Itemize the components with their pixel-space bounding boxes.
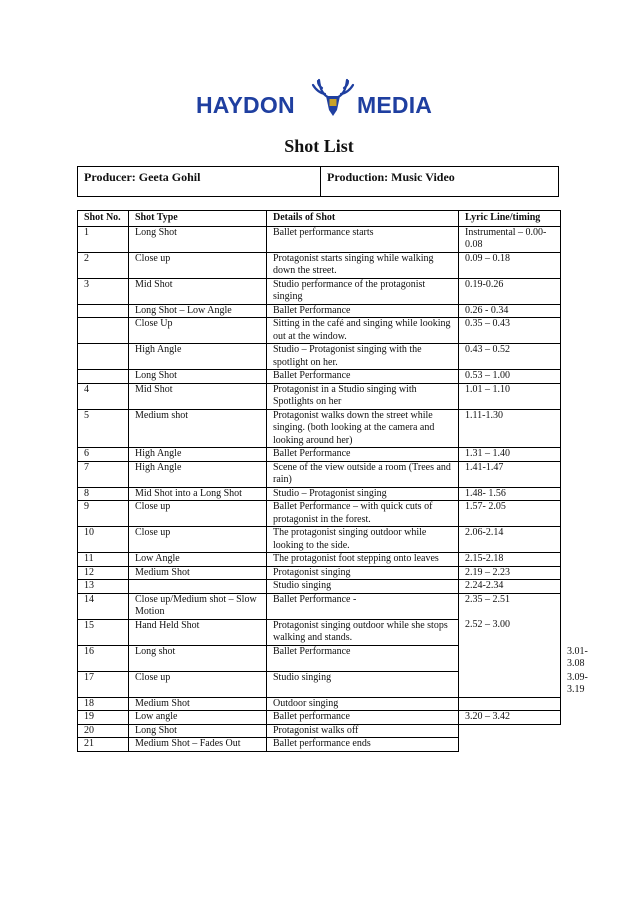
shot-number-cell: 14: [78, 593, 129, 619]
shot-details-cell: Protagonist walks off: [267, 724, 459, 738]
table-row: [78, 318, 561, 344]
shot-details-cell: Protagonist walks down the street while singing. (both looking at the camera and looking around her): [267, 409, 459, 448]
shot-type-cell: Close Up: [129, 318, 267, 344]
shot-details-cell: Studio – Protagonist singing: [267, 487, 459, 501]
shot-number-cell: 21: [78, 738, 129, 752]
shot-details-cell: Protagonist singing: [267, 566, 459, 580]
shot-type-cell: Mid Shot: [129, 383, 267, 409]
lyric-timing-cell: 0.53 – 1.00: [459, 370, 561, 384]
company-logo: [0, 76, 638, 128]
shot-details-cell: Ballet Performance: [267, 448, 459, 462]
lyric-timing-cell: 1.11-1.30: [459, 409, 561, 448]
shot-type-cell: Long Shot: [129, 724, 267, 738]
shot-number-cell: 3: [78, 278, 129, 304]
page-title: Shot List: [284, 136, 354, 156]
shot-number-cell: 17: [78, 671, 129, 697]
shot-type-cell: Close up: [129, 671, 267, 697]
shot-type-cell: Long shot: [129, 645, 267, 671]
table-row: [78, 487, 561, 501]
shot-details-cell: Ballet Performance: [267, 645, 459, 671]
table-row: [78, 566, 561, 580]
shot-details-cell: Ballet Performance: [267, 304, 459, 318]
shot-details-cell: Protagonist singing outdoor while she stops walking and stands.: [267, 619, 459, 645]
shot-type-cell: Hand Held Shot: [129, 619, 267, 645]
shot-type-cell: [129, 580, 267, 594]
shot-details-cell: Studio singing: [267, 580, 459, 594]
table-row: [78, 304, 561, 318]
logo-word-right: MEDIA: [357, 92, 433, 118]
logo-word-left: HAYDON: [196, 92, 295, 118]
table-row: [78, 448, 561, 462]
table-row: [78, 593, 561, 619]
shot-details-cell: Studio singing: [267, 671, 459, 697]
shot-type-cell: Medium Shot: [129, 697, 267, 711]
shot-number-cell: 18: [78, 697, 129, 711]
table-row: [78, 370, 561, 384]
lyric-timing-cell: 2.35 – 2.51: [459, 593, 561, 619]
shot-number-cell: 5: [78, 409, 129, 448]
shot-type-cell: Low Angle: [129, 553, 267, 567]
shot-number-cell: 20: [78, 724, 129, 738]
shot-type-cell: Close up: [129, 501, 267, 527]
shot-details-cell: Ballet Performance -: [267, 593, 459, 619]
table-row: 17 Close up Studio singing 3.09-3.19: [78, 671, 561, 697]
lyric-timing-cell: Instrumental – 0.00-0.08: [459, 226, 561, 252]
table-row: [78, 278, 561, 304]
shot-details-cell: Sitting in the café and singing while looking out at the window.: [267, 318, 459, 344]
shot-type-cell: Long Shot: [129, 370, 267, 384]
shot-number-cell: [78, 370, 129, 384]
shot-type-cell: Long Shot – Low Angle: [129, 304, 267, 318]
lyric-timing-cell: [459, 697, 561, 711]
lyric-timing-cell: 0.35 – 0.43: [459, 318, 561, 344]
table-row: [78, 711, 561, 725]
shot-number-cell: 8: [78, 487, 129, 501]
table-row: [78, 226, 561, 252]
production-field: Production: Music Video: [327, 170, 455, 184]
shot-number-cell: 11: [78, 553, 129, 567]
shot-details-cell: Protagonist in a Studio singing with Spotlights on her: [267, 383, 459, 409]
producer-field: Producer: Geeta Gohil: [78, 167, 321, 196]
shot-details-cell: Studio – Protagonist singing with the spotlight on her.: [267, 344, 459, 370]
shot-details-cell: Ballet performance: [267, 711, 459, 725]
shot-type-cell: Mid Shot into a Long Shot: [129, 487, 267, 501]
lyric-timing-cell: 2.06-2.14: [459, 527, 561, 553]
lyric-timing-cell: 3.20 – 3.42: [459, 711, 561, 725]
shot-number-cell: 6: [78, 448, 129, 462]
shot-type-cell: Close up: [129, 252, 267, 278]
header-shot-type: Shot Type: [129, 211, 267, 227]
shot-type-cell: Medium shot: [129, 409, 267, 448]
lyric-timing-cell: 1.31 – 1.40: [459, 448, 561, 462]
shot-number-cell: 15: [78, 619, 129, 645]
shot-details-cell: Ballet Performance – with quick cuts of protagonist in the forest.: [267, 501, 459, 527]
shot-number-cell: 10: [78, 527, 129, 553]
table-row: 16 Long shot Ballet Performance 3.01-3.08: [78, 645, 561, 671]
table-row: [78, 461, 561, 487]
shot-number-cell: 4: [78, 383, 129, 409]
table-row: [78, 527, 561, 553]
shot-details-cell: Outdoor singing: [267, 697, 459, 711]
table-row: [78, 738, 561, 752]
shot-type-cell: Low angle: [129, 711, 267, 725]
lyric-timing-cell: 0.26 - 0.34: [459, 304, 561, 318]
shot-type-cell: Mid Shot: [129, 278, 267, 304]
shot-type-cell: High Angle: [129, 448, 267, 462]
production-info-box: [77, 166, 559, 197]
shot-details-cell: Ballet Performance: [267, 370, 459, 384]
table-row: [78, 697, 561, 711]
shot-type-cell: Close up: [129, 527, 267, 553]
shot-details-cell: The protagonist singing outdoor while looking to the side.: [267, 527, 459, 553]
shot-number-cell: [78, 318, 129, 344]
shot-number-cell: 1: [78, 226, 129, 252]
shot-list-table: [77, 210, 588, 752]
shot-details-cell: Studio performance of the protagonist singing: [267, 278, 459, 304]
shot-type-cell: High Angle: [129, 461, 267, 487]
shot-number-cell: 7: [78, 461, 129, 487]
shot-type-cell: Close up/Medium shot – Slow Motion: [129, 593, 267, 619]
table-row: [78, 344, 561, 370]
lyric-timing-cell: 1.01 – 1.10: [459, 383, 561, 409]
table-row: [78, 580, 561, 594]
lyric-timing-cell: 2.15-2.18: [459, 553, 561, 567]
table-header-row: [78, 211, 561, 227]
header-timing: Lyric Line/timing: [459, 211, 561, 227]
shot-details-cell: The protagonist foot stepping onto leaves: [267, 553, 459, 567]
header-details: Details of Shot: [267, 211, 459, 227]
lyric-timing-cell: 2.52 – 3.00: [459, 619, 561, 697]
shot-number-cell: 12: [78, 566, 129, 580]
lyric-timing-cell: 2.24-2.34: [459, 580, 561, 594]
table-row: [78, 724, 561, 738]
table-row: [78, 409, 561, 448]
table-row: [78, 553, 561, 567]
lyric-timing-cell: 2.19 – 2.23: [459, 566, 561, 580]
shot-number-cell: 13: [78, 580, 129, 594]
shot-number-cell: 9: [78, 501, 129, 527]
shot-type-cell: Medium Shot – Fades Out: [129, 738, 267, 752]
lyric-timing-cell: 0.19-0.26: [459, 278, 561, 304]
shot-number-cell: [78, 304, 129, 318]
shot-details-cell: Protagonist starts singing while walking down the street.: [267, 252, 459, 278]
table-body: [78, 226, 588, 751]
stag-antler-icon: [310, 76, 356, 120]
table-row: [78, 383, 561, 409]
shot-type-cell: Medium Shot: [129, 566, 267, 580]
lyric-timing-cell: 0.43 – 0.52: [459, 344, 561, 370]
table-row: [78, 619, 561, 645]
shot-type-cell: High Angle: [129, 344, 267, 370]
table-row: [78, 252, 561, 278]
shot-number-cell: [78, 344, 129, 370]
shot-details-cell: Ballet performance starts: [267, 226, 459, 252]
shot-details-cell: Ballet performance ends: [267, 738, 459, 752]
shot-number-cell: 2: [78, 252, 129, 278]
lyric-timing-cell: 1.57- 2.05: [459, 501, 561, 527]
shot-type-cell: Long Shot: [129, 226, 267, 252]
shot-number-cell: 16: [78, 645, 129, 671]
shot-details-cell: Scene of the view outside a room (Trees and rain): [267, 461, 459, 487]
lyric-timing-cell: 1.48- 1.56: [459, 487, 561, 501]
lyric-timing-cell: 1.41-1.47: [459, 461, 561, 487]
lyric-timing-cell: 0.09 – 0.18: [459, 252, 561, 278]
header-shot-no: Shot No.: [78, 211, 129, 227]
table-row: [78, 501, 561, 527]
shot-number-cell: 19: [78, 711, 129, 725]
